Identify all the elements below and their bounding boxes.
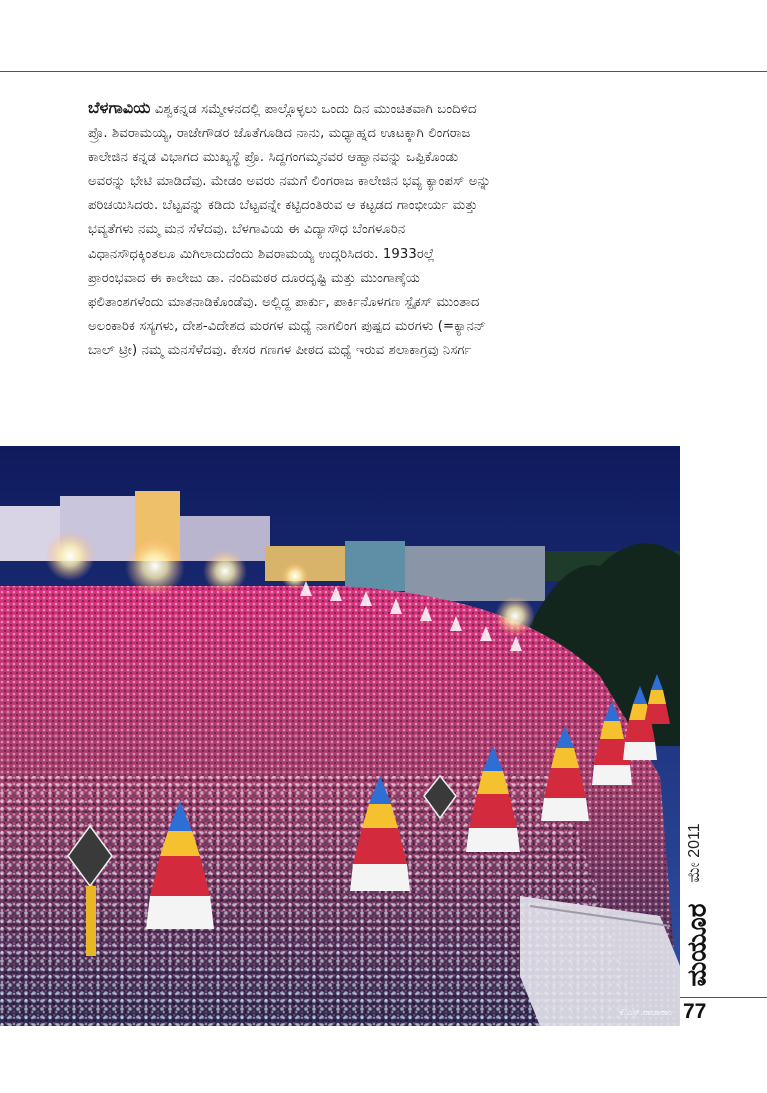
article-body [88,96,653,363]
top-divider [0,71,767,72]
article-line-3: ಕಾಲೇಜಿನ ಕನ್ನಡ ವಿಭಾಗದ ಮುಖ್ಯಸ್ಥೆ ಪ್ರೊ. ಸಿದ್ದಗಂಗಮ್ಮನವರ ಆಹ್ವಾನವನ್ನು ಒಪ್ಪಿಕೊಂಡು [88,150,459,166]
bottom-divider [680,997,767,998]
photo-credit: ಕೆ.ಎಸ್.ರಾಜಾರಾಂ [619,1008,672,1018]
article-line-8: ಪ್ರಾರಂಭವಾದ ಈ ಕಾಲೇಜು ಡಾ. ನಂದಿಮಠರ ದೂರದೃಷ್ಟಿ ಮತ್ತು ಮುಂಗಾಣ್ಕೆಯ [88,270,421,286]
article-line-11: ಬಾಲ್ ಟ್ರೀ) ನಮ್ಮ ಮನಸೆಳೆದವು. ಕೇಸರ ಗಣಗಳ ಪೀಠದ ಮಧ್ಯೆ ಇರುವ ಶಲಾಕಾಗ್ರವು ನಿಸರ್ಗ [88,342,472,358]
article-line-7: ವಿಧಾನಸೌಧಕ್ಕಿಂತಲೂ ಮಿಗಿಲಾದುದೆಂದು ಶಿವರಾಮಯ್ಯ ಉದ್ಗರಿಸಿದರು. 1933ರಲ್ಲೆ [88,246,435,262]
article-line-1-text: ವಿಶ್ವಕನ್ನಡ ಸಮ್ಮೇಳನದಲ್ಲಿ ಪಾಲ್ಗೊಳ್ಳಲು ಒಂದು ದಿನ ಮುಂಚಿತವಾಗಿ ಬಂದಿಳಿದ [150,102,477,117]
magazine-masthead [684,905,712,985]
masthead-text: ಮಯೂರ [682,903,713,987]
festival-crowd-illustration [0,446,680,1026]
article-line-1 [88,96,653,122]
article-line-10: ಅಲಂಕಾರಿಕ ಸಸ್ಯಗಳು, ದೇಶ-ವಿದೇಶದ ಮರಗಳ ಮಧ್ಯೆ ನಾಗಲಿಂಗ ಪುಷ್ಪದ ಮರಗಳು (=ಕ್ಯಾನನ್ [88,318,486,334]
lead-word: ಬೆಳಗಾವಿಯ [88,98,151,117]
article-line-6: ಭವ್ಯತೆಗಳು ನಮ್ಮ ಮನ ಸೆಳೆದವು. ಬೆಳಗಾವಿಯ ಈ ವಿದ್ಯಾಸೌಧ ಬೆಂಗಳೂರಿನ [88,222,406,238]
page-number: 77 [683,1000,707,1023]
issue-date-text: ಮೇ 2011 [686,823,703,883]
festival-crowd-photo [0,446,680,1026]
issue-date [680,808,710,898]
article-line-2: ಪ್ರೊ. ಶಿವರಾಮಯ್ಯ, ರಾಜೇಗೌಡರ ಜೊತೆಗೂಡಿದ ನಾನು, ಮಧ್ಯಾಹ್ನದ ಊಟಕ್ಕಾಗಿ ಲಿಂಗರಾಜ [88,126,471,142]
article-line-9: ಫಲಿತಾಂಶಗಳೆಂದು ಮಾತನಾಡಿಕೊಂಡೆವು. ಅಲ್ಲಿದ್ದ ಪಾರ್ಕು, ಪಾರ್ಕಿನೊಳಗಣ ಸ್ಪೈಕಸ್ ಮುಂತಾದ [88,294,480,310]
article-line-5: ಪರಿಚಯಿಸಿದರು. ಬೆಟ್ಟವನ್ನು ಕಡಿದು ಬೆಟ್ಟವನ್ನೇ ಕಟ್ಟಿದಂತಿರುವ ಆ ಕಟ್ಟಡದ ಗಾಂಭೀರ್ಯ ಮತ್ತು [88,198,478,214]
article-line-4: ಅವರನ್ನು ಭೇಟಿ ಮಾಡಿದೆವು. ಮೇಡಂ ಅವರು ನಮಗೆ ಲಿಂಗರಾಜ ಕಾಲೇಜಿನ ಭವ್ಯ ಕ್ಯಾಂಪಸ್ ಅನ್ನು [88,174,491,190]
